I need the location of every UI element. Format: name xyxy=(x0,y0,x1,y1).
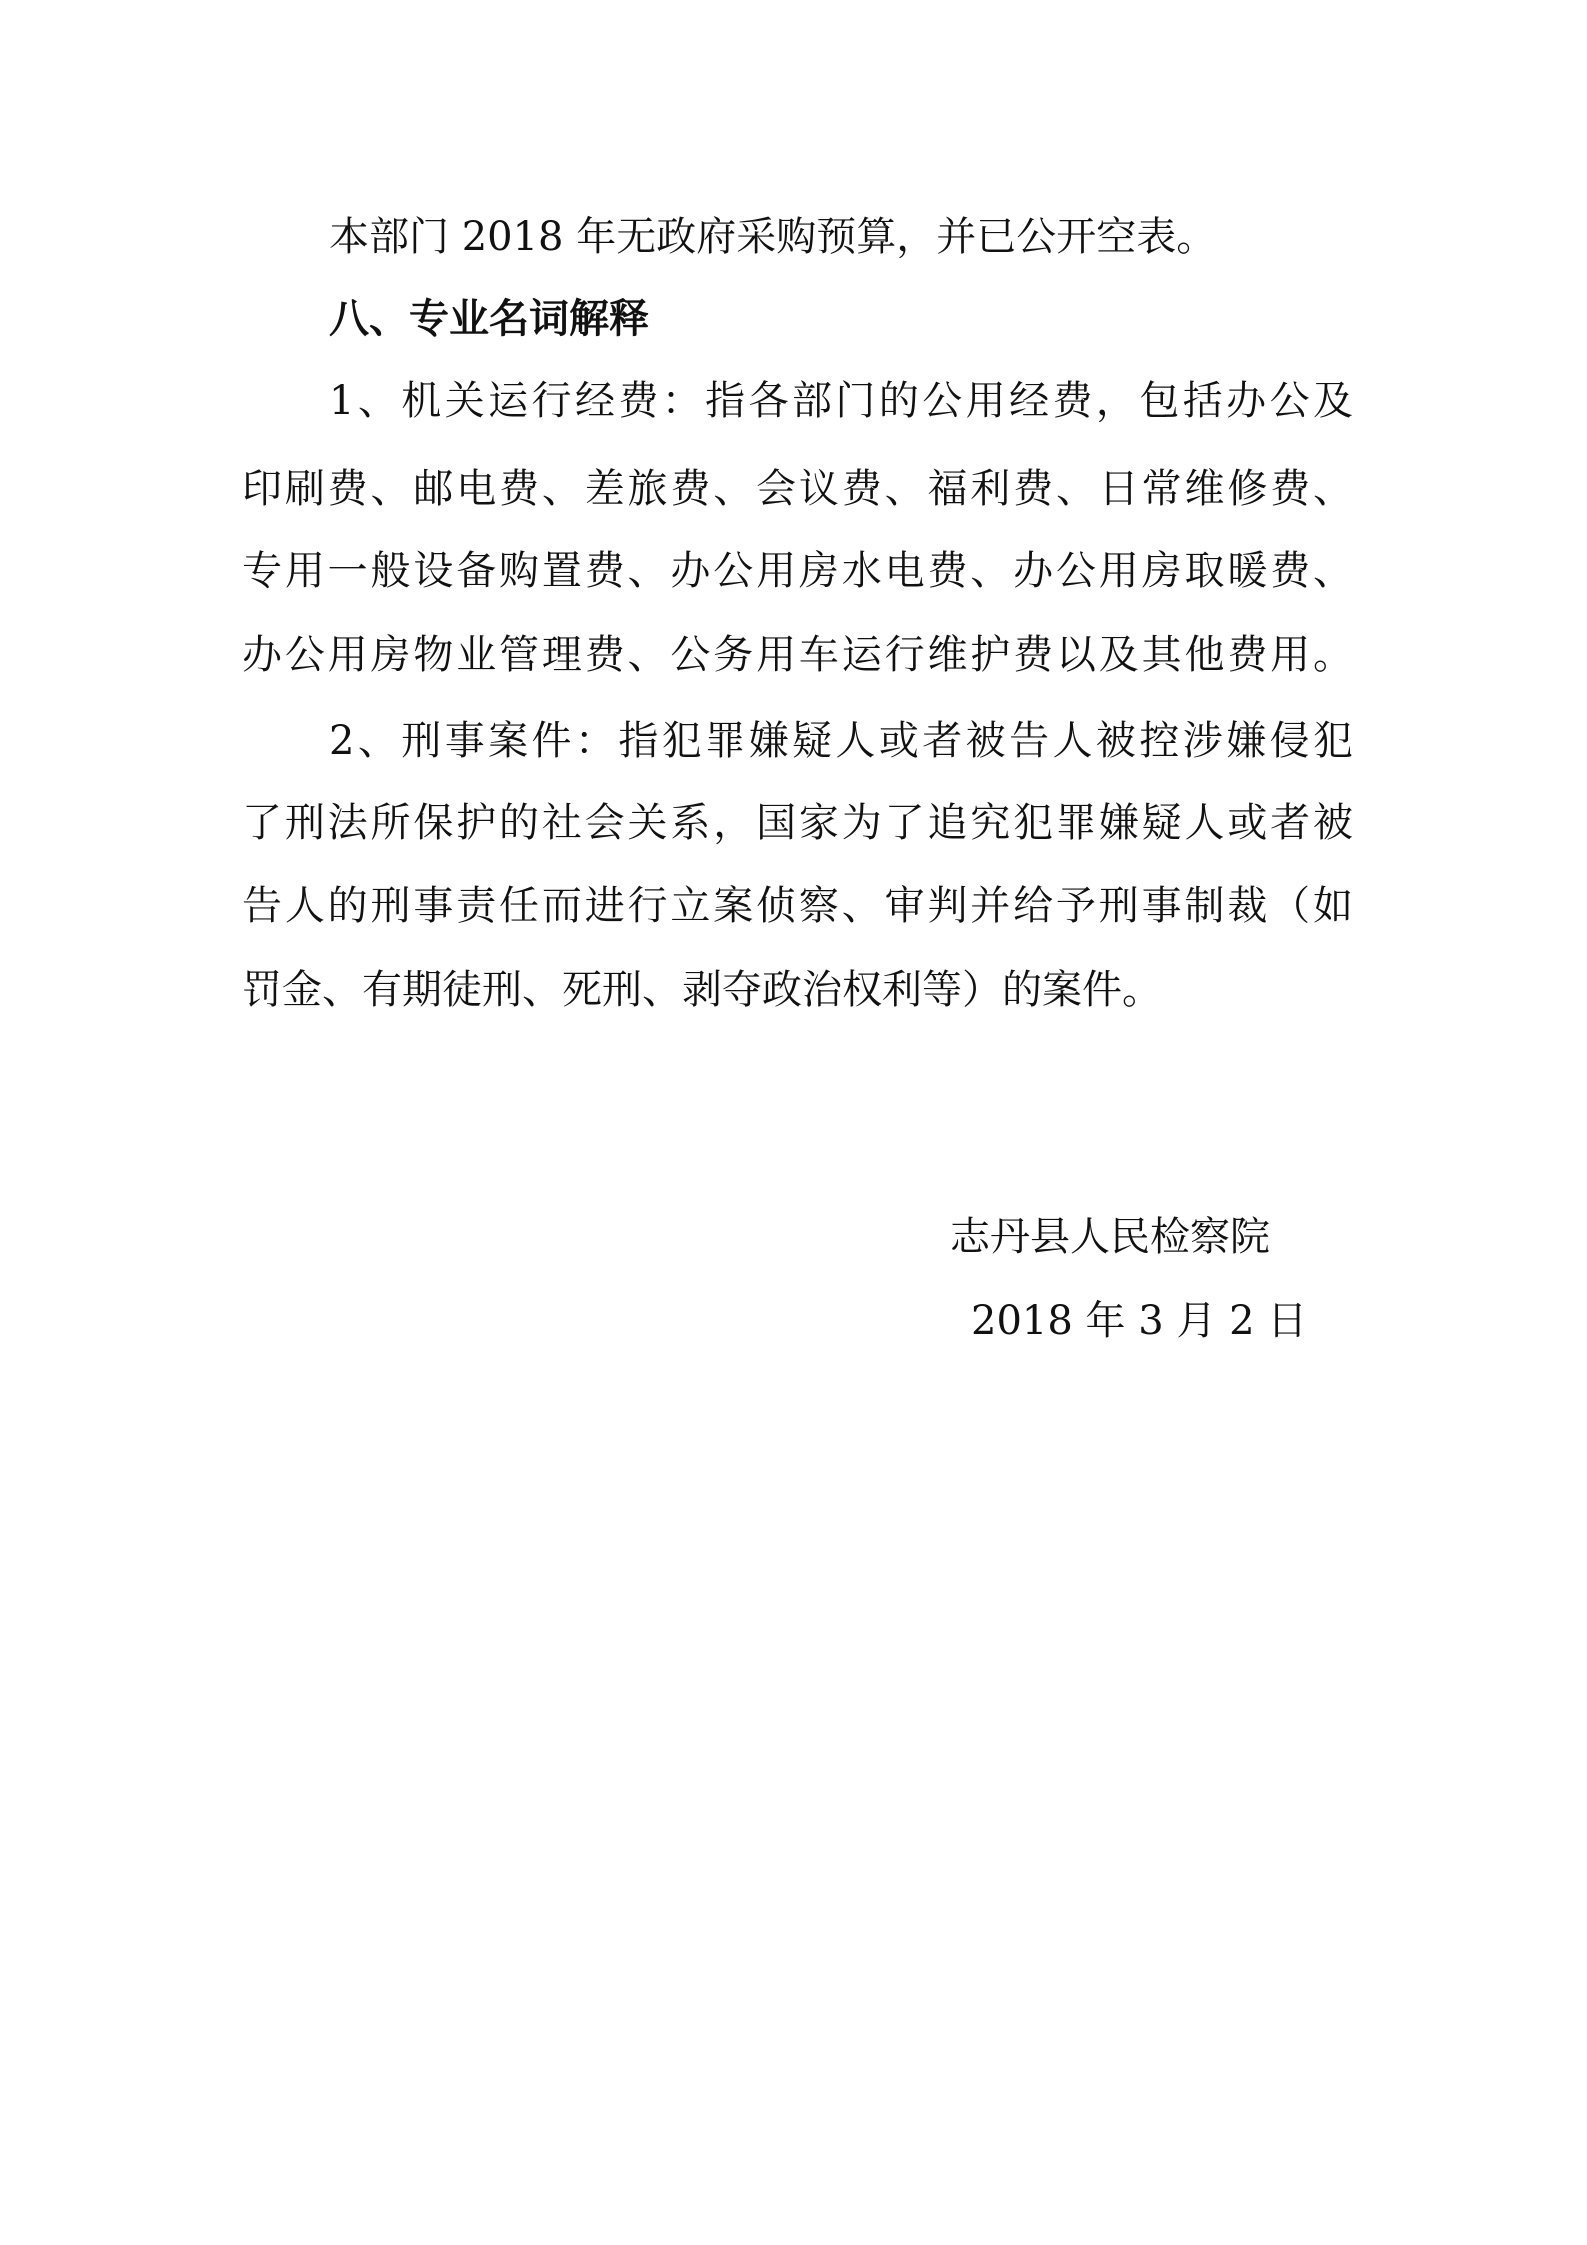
signature-date: 2018 年 3 月 2 日 xyxy=(971,1298,1308,1344)
signature-organization: 志丹县人民检察院 xyxy=(950,1214,1270,1260)
definition-2-line-2: 了刑法所保护的社会关系，国家为了追究犯罪嫌疑人或者被 xyxy=(242,800,1353,846)
section-heading: 八、专业名词解释 xyxy=(329,296,649,342)
definition-1-line-3: 专用一般设备购置费、办公用房水电费、办公用房取暖费、 xyxy=(242,548,1353,594)
definition-2-line-4: 罚金、有期徒刑、死刑、剥夺政治权利等）的案件。 xyxy=(242,967,1162,1013)
definition-1-line-1: 1、机关运行经费：指各部门的公用经费，包括办公及 xyxy=(329,378,1353,424)
definition-2-line-3: 告人的刑事责任而进行立案侦察、审判并给予刑事制裁（如 xyxy=(242,883,1353,929)
definition-1-line-2: 印刷费、邮电费、差旅费、会议费、福利费、日常维修费、 xyxy=(242,466,1353,512)
definition-2-line-1: 2、刑事案件：指犯罪嫌疑人或者被告人被控涉嫌侵犯 xyxy=(329,718,1353,764)
intro-paragraph: 本部门 2018 年无政府采购预算，并已公开空表。 xyxy=(329,214,1217,260)
definition-1-line-4: 办公用房物业管理费、公务用车运行维护费以及其他费用。 xyxy=(242,632,1353,678)
